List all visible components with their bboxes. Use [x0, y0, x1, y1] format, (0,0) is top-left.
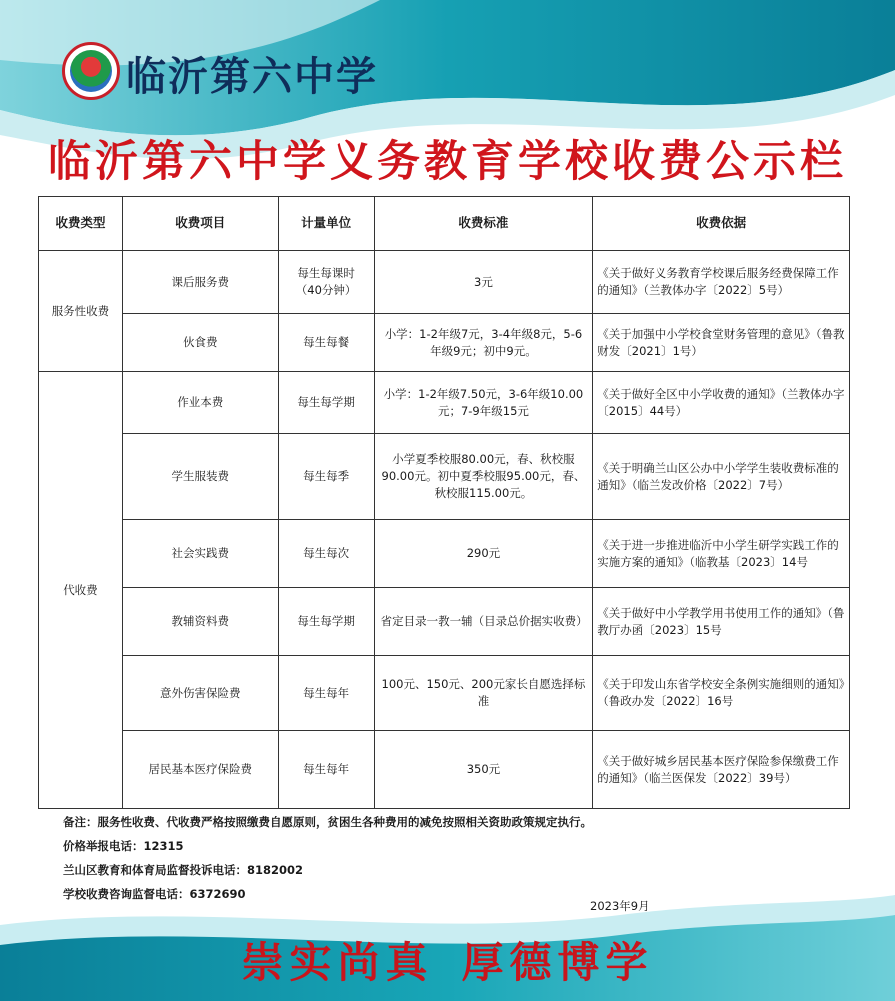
table-row [39, 588, 850, 656]
fee-item-cell: 居民基本医疗保险费 [122, 731, 278, 809]
table-row [39, 520, 850, 588]
table-row [39, 251, 850, 314]
basis-cell: 《关于做好义务教育学校课后服务经费保障工作的通知》（兰教体办字〔2022〕5号） [593, 251, 850, 314]
school-name: 临沂第六中学 [126, 54, 378, 100]
fee-item-cell: 教辅资料费 [122, 588, 278, 656]
table-row [39, 314, 850, 372]
school-logo [62, 42, 120, 100]
edu-hotline: 兰山区教育和体育局监督投诉电话：8182002 [63, 863, 304, 877]
fee-table [38, 196, 850, 809]
fee-item-cell: 作业本费 [122, 372, 278, 434]
fee-type-cell: 服务性收费 [39, 251, 123, 372]
notes-block [63, 810, 592, 906]
fee-type-cell: 代收费 [39, 372, 123, 809]
table-row [39, 731, 850, 809]
page-title: 临沂第六中学义务教育学校收费公示栏 [48, 137, 847, 187]
fee-item-cell: 学生服装费 [122, 434, 278, 520]
basis-cell: 《关于印发山东省学校安全条例实施细则的通知》（鲁政办发〔2022〕16号 [593, 656, 850, 731]
standard-cell: 350元 [374, 731, 593, 809]
fee-item-cell: 课后服务费 [122, 251, 278, 314]
basis-cell: 《关于做好中小学教学用书使用工作的通知》（鲁教厅办函〔2023〕15号 [593, 588, 850, 656]
basis-cell: 《关于明确兰山区公办中小学学生装收费标准的通知》（临兰发改价格〔2022〕7号） [593, 434, 850, 520]
standard-cell: 100元、150元、200元家长自愿选择标准 [374, 656, 593, 731]
basis-cell: 《关于加强中小学校食堂财务管理的意见》（鲁教财发〔2021〕1号） [593, 314, 850, 372]
remark-text: 备注：服务性收费、代收费严格按照缴费自愿原则，贫困生各种费用的减免按照相关资助政策规定执行。 [63, 815, 592, 829]
table-row [39, 372, 850, 434]
fee-item-cell: 意外伤害保险费 [122, 656, 278, 731]
unit-cell: 每生每年 [278, 731, 374, 809]
price-hotline: 价格举报电话：12315 [63, 839, 184, 853]
header-unit: 计量单位 [278, 197, 374, 251]
school-motto [0, 930, 895, 990]
unit-cell: 每生每次 [278, 520, 374, 588]
standard-cell: 小学夏季校服80.00元，春、秋校服90.00元。初中夏季校服95.00元，春、秋校服115.00元。 [374, 434, 593, 520]
unit-cell: 每生每餐 [278, 314, 374, 372]
motto-part-2: 厚德博学 [461, 938, 654, 987]
school-hotline: 学校收费咨询监督电话：6372690 [63, 887, 246, 901]
header-fee-type: 收费类型 [39, 197, 123, 251]
unit-cell: 每生每年 [278, 656, 374, 731]
table-row [39, 434, 850, 520]
basis-cell: 《关于做好城乡居民基本医疗保险参保缴费工作的通知》（临兰医保发〔2022〕39号） [593, 731, 850, 809]
unit-cell: 每生每季 [278, 434, 374, 520]
header-fee-item: 收费项目 [122, 197, 278, 251]
table-row [39, 656, 850, 731]
basis-cell: 《关于进一步推进临沂中小学生研学实践工作的实施方案的通知》（临教基〔2023〕14号 [593, 520, 850, 588]
basis-cell: 《关于做好全区中小学收费的通知》（兰教体办字〔2015〕44号） [593, 372, 850, 434]
unit-cell: 每生每学期 [278, 372, 374, 434]
table-header-row [39, 197, 850, 251]
standard-cell: 小学：1-2年级7.50元，3-6年级10.00元；7-9年级15元 [374, 372, 593, 434]
fee-item-cell: 伙食费 [122, 314, 278, 372]
standard-cell: 小学：1-2年级7元，3-4年级8元，5-6年级9元；初中9元。 [374, 314, 593, 372]
notice-date: 2023年9月 [590, 899, 650, 913]
standard-cell: 省定目录一教一辅（目录总价据实收费） [374, 588, 593, 656]
unit-cell: 每生每学期 [278, 588, 374, 656]
fee-item-cell: 社会实践费 [122, 520, 278, 588]
standard-cell: 290元 [374, 520, 593, 588]
header-standard: 收费标准 [374, 197, 593, 251]
unit-cell: 每生每课时（40分钟） [278, 251, 374, 314]
motto-part-1: 崇实尚真 [241, 938, 434, 987]
standard-cell: 3元 [374, 251, 593, 314]
header-basis: 收费依据 [593, 197, 850, 251]
